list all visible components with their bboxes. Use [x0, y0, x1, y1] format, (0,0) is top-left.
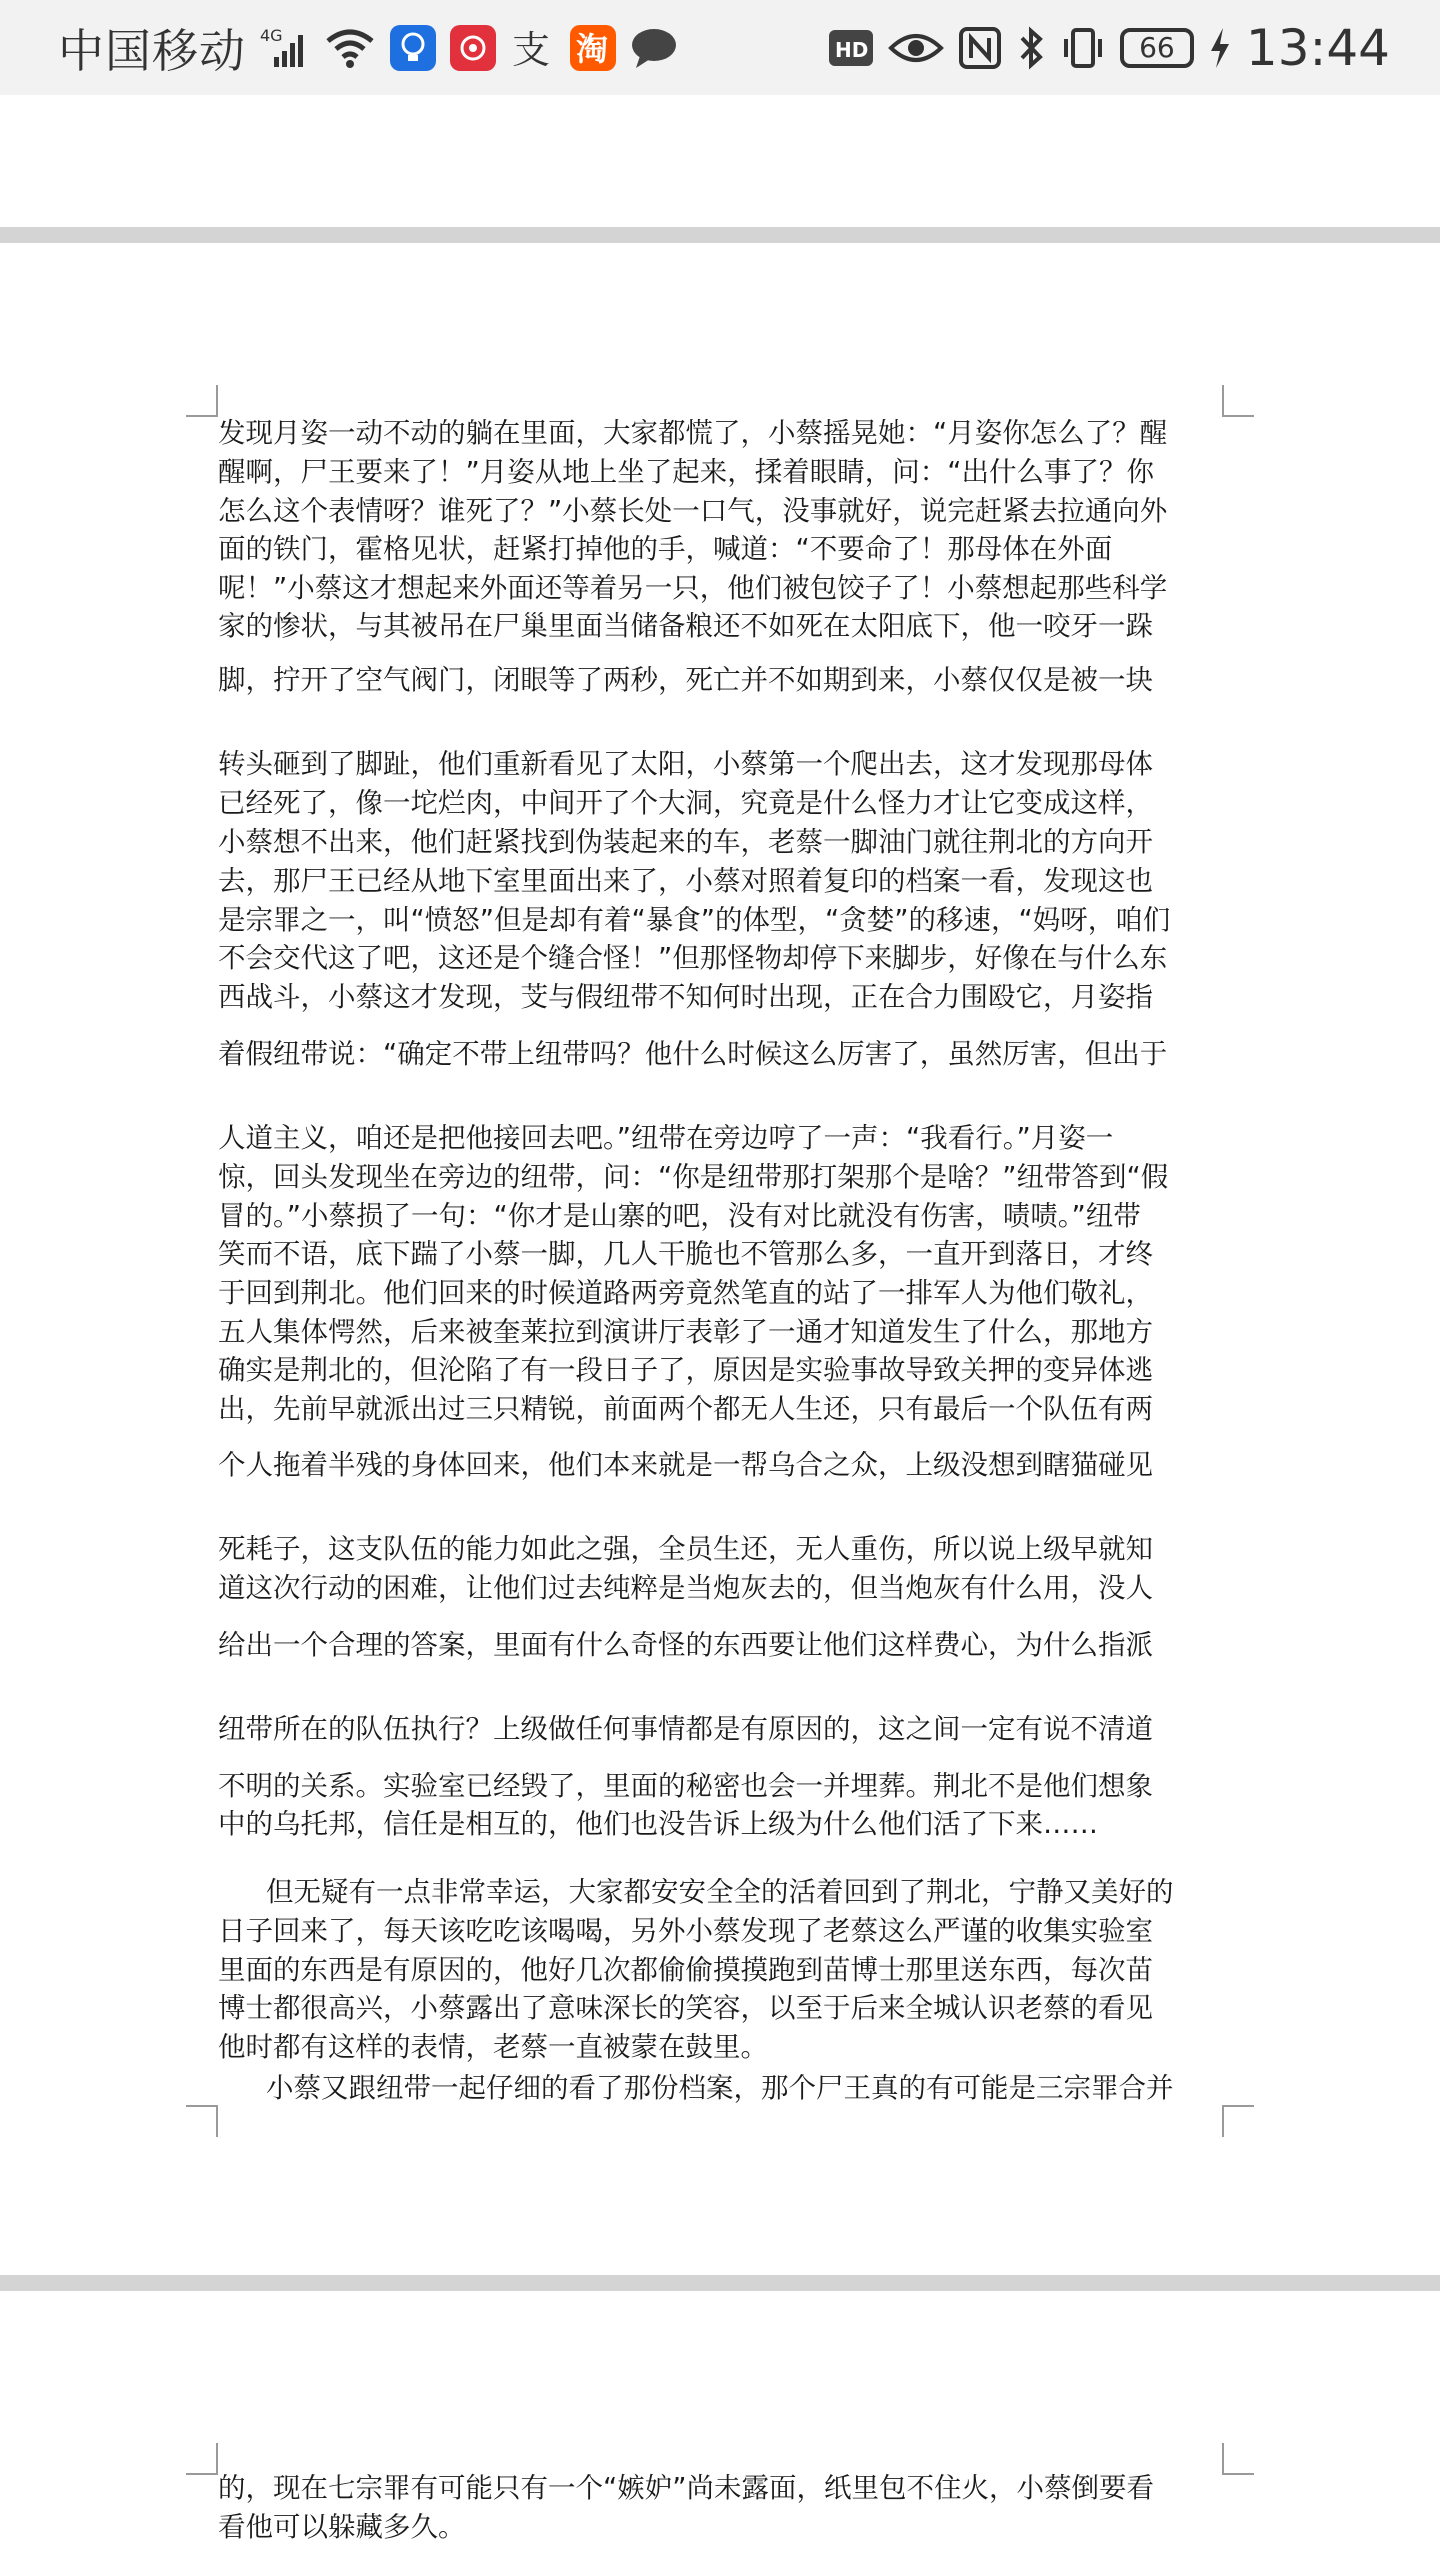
page-margin-mark — [1222, 2443, 1254, 2475]
eye-icon — [888, 28, 944, 68]
taobao-icon — [570, 25, 616, 71]
text-line: 他时都有这样的表情，老蔡一直被蒙在鼓里。 — [218, 2031, 768, 2063]
page-margin-mark — [186, 2105, 218, 2137]
page-margin-mark — [1222, 385, 1254, 417]
text-line: 看他可以躲藏多久。 — [218, 2511, 466, 2543]
text-line: 笑而不语，底下踹了小蔡一脚，几人干脆也不管那么多，一直开到落日，才终 — [218, 1238, 1153, 1270]
text-line: 日子回来了，每天该吃吃该喝喝，另外小蔡发现了老蔡这么严谨的收集实验室 — [218, 1915, 1153, 1947]
svg-text:淘: 淘 — [576, 29, 609, 68]
charging-icon — [1208, 26, 1232, 70]
text-line: 发现月姿一动不动的躺在里面，大家都慌了，小蔡摇晃她：“月姿你怎么了？醒 — [218, 417, 1168, 449]
text-line: 个人拖着半残的身体回来，他们本来就是一帮乌合之众，上级没想到瞎猫碰见 — [218, 1449, 1153, 1481]
text-line: 醒啊，尸王要来了！”月姿从地上坐了起来，揉着眼睛，问：“出什么事了？你 — [218, 456, 1154, 488]
text-line: 给出一个合理的答案，里面有什么奇怪的东西要让他们这样费心，为什么指派 — [218, 1629, 1153, 1661]
page-margin-mark — [1222, 2105, 1254, 2137]
text-line: 人道主义，咱还是把他接回去吧。”纽带在旁边哼了一声：“我看行。”月姿一 — [218, 1122, 1114, 1154]
text-line: 博士都很高兴，小蔡露出了意味深长的笑容，以至于后来全城认识老蔡的看见 — [218, 1992, 1153, 2024]
battery-icon: 66 — [1120, 28, 1194, 68]
page-margin-mark — [186, 2443, 218, 2475]
carrier-label: 中国移动 — [58, 23, 246, 78]
page-divider — [0, 2275, 1440, 2291]
text-line: 但无疑有一点非常幸运，大家都安安全全的活着回到了荆北，宁静又美好的 — [266, 1876, 1174, 1908]
text-line: 怎么这个表情呀？谁死了？”小蔡长处一口气，没事就好，说完赶紧去拉通向外 — [218, 495, 1168, 527]
vibrate-icon — [1060, 25, 1106, 71]
text-line: 的，现在七宗罪有可能只有一个“嫉妒”尚未露面，纸里包不住火，小蔡倒要看 — [218, 2472, 1154, 2504]
alipay-icon — [510, 25, 556, 71]
hd-icon — [828, 28, 874, 68]
text-line: 确实是荆北的，但沦陷了有一段日子了，原因是实验事故导致关押的变异体逃 — [218, 1354, 1153, 1386]
text-line: 转头砸到了脚趾，他们重新看见了太阳，小蔡第一个爬出去，这才发现那母体 — [218, 748, 1153, 780]
text-line: 是宗罪之一，叫“愤怒”但是却有着“暴食”的体型，“贪婪”的移速，“妈呀，咱们 — [218, 904, 1171, 936]
chat-icon — [630, 26, 678, 70]
document-page — [0, 243, 1440, 2275]
text-line: 死耗子，这支队伍的能力如此之强，全员生还，无人重伤，所以说上级早就知 — [218, 1533, 1153, 1565]
text-line: 中的乌托邦，信任是相互的，他们也没告诉上级为什么他们活了下来…… — [218, 1808, 1098, 1840]
text-line: 去，那尸王已经从地下室里面出来了，小蔡对照着复印的档案一看，发现这也 — [218, 865, 1153, 897]
bluetooth-icon — [1016, 25, 1046, 71]
text-line: 五人集体愕然，后来被奎莱拉到演讲厅表彰了一通才知道发生了什么，那地方 — [218, 1316, 1153, 1348]
text-line: 家的惨状，与其被吊在尸巢里面当储备粮还不如死在太阳底下，他一咬牙一跺 — [218, 610, 1153, 642]
text-line: 不明的关系。实验室已经毁了，里面的秘密也会一并埋葬。荆北不是他们想象 — [218, 1770, 1153, 1802]
text-line: 出，先前早就派出过三只精锐，前面两个都无人生还，只有最后一个队伍有两 — [218, 1393, 1153, 1425]
page-margin-mark — [186, 385, 218, 417]
music-app-icon — [450, 25, 496, 71]
svg-text:支: 支 — [512, 27, 551, 71]
text-line: 已经死了，像一坨烂肉，中间开了个大洞，究竟是什么怪力才让它变成这样， — [218, 787, 1153, 819]
svg-text:HD: HD — [834, 37, 869, 62]
text-line: 道这次行动的困难，让他们过去纯粹是当炮灰去的，但当炮灰有什么用，没人 — [218, 1572, 1153, 1604]
page-divider — [0, 227, 1440, 243]
text-line: 纽带所在的队伍执行？上级做任何事情都是有原因的，这之间一定有说不清道 — [218, 1713, 1153, 1745]
text-line: 不会交代这了吧，这还是个缝合怪！”但那怪物却停下来脚步，好像在与什么东 — [218, 942, 1168, 974]
text-line: 西战斗，小蔡这才发现，芠与假纽带不知何时出现，正在合力围殴它，月姿指 — [218, 981, 1153, 1013]
text-line: 惊，回头发现坐在旁边的纽带，问：“你是纽带那打架那个是啥？”纽带答到“假 — [218, 1161, 1169, 1193]
text-line: 冒的。”小蔡损了一句：“你才是山寨的吧，没有对比就没有伤害，啧啧。”纽带 — [218, 1200, 1141, 1232]
lightbulb-app-icon — [390, 25, 436, 71]
text-line: 面的铁门，霍格见状，赶紧打掉他的手，喊道：“不要命了！那母体在外面 — [218, 533, 1113, 565]
signal-icon — [260, 25, 310, 71]
status-bar-left — [58, 15, 678, 81]
text-line: 小蔡又跟纽带一起仔细的看了那份档案，那个尸王真的有可能是三宗罪合并 — [266, 2072, 1174, 2104]
text-line: 里面的东西是有原因的，他好几次都偷偷摸摸跑到苗博士那里送东西，每次苗 — [218, 1954, 1153, 1986]
status-bar — [0, 0, 1440, 95]
text-line: 呢！”小蔡这才想起来外面还等着另一只，他们被包饺子了！小蔡想起那些科学 — [218, 572, 1168, 604]
text-line: 着假纽带说：“确定不带上纽带吗？他什么时候这么厉害了，虽然厉害，但出于 — [218, 1038, 1168, 1070]
text-line: 脚，拧开了空气阀门，闭眼等了两秒，死亡并不如期到来，小蔡仅仅是被一块 — [218, 664, 1153, 696]
nfc-icon — [958, 26, 1002, 70]
wifi-icon — [324, 27, 376, 69]
network-type-label: 4G — [260, 25, 283, 45]
status-bar-right — [828, 19, 1390, 77]
clock-time: 13:44 — [1245, 18, 1390, 77]
text-line: 小蔡想不出来，他们赶紧找到伪装起来的车，老蔡一脚油门就往荆北的方向开 — [218, 826, 1153, 858]
document-page — [0, 2291, 1440, 2560]
text-line: 于回到荆北。他们回来的时候道路两旁竟然笔直的站了一排军人为他们敬礼， — [218, 1277, 1153, 1309]
